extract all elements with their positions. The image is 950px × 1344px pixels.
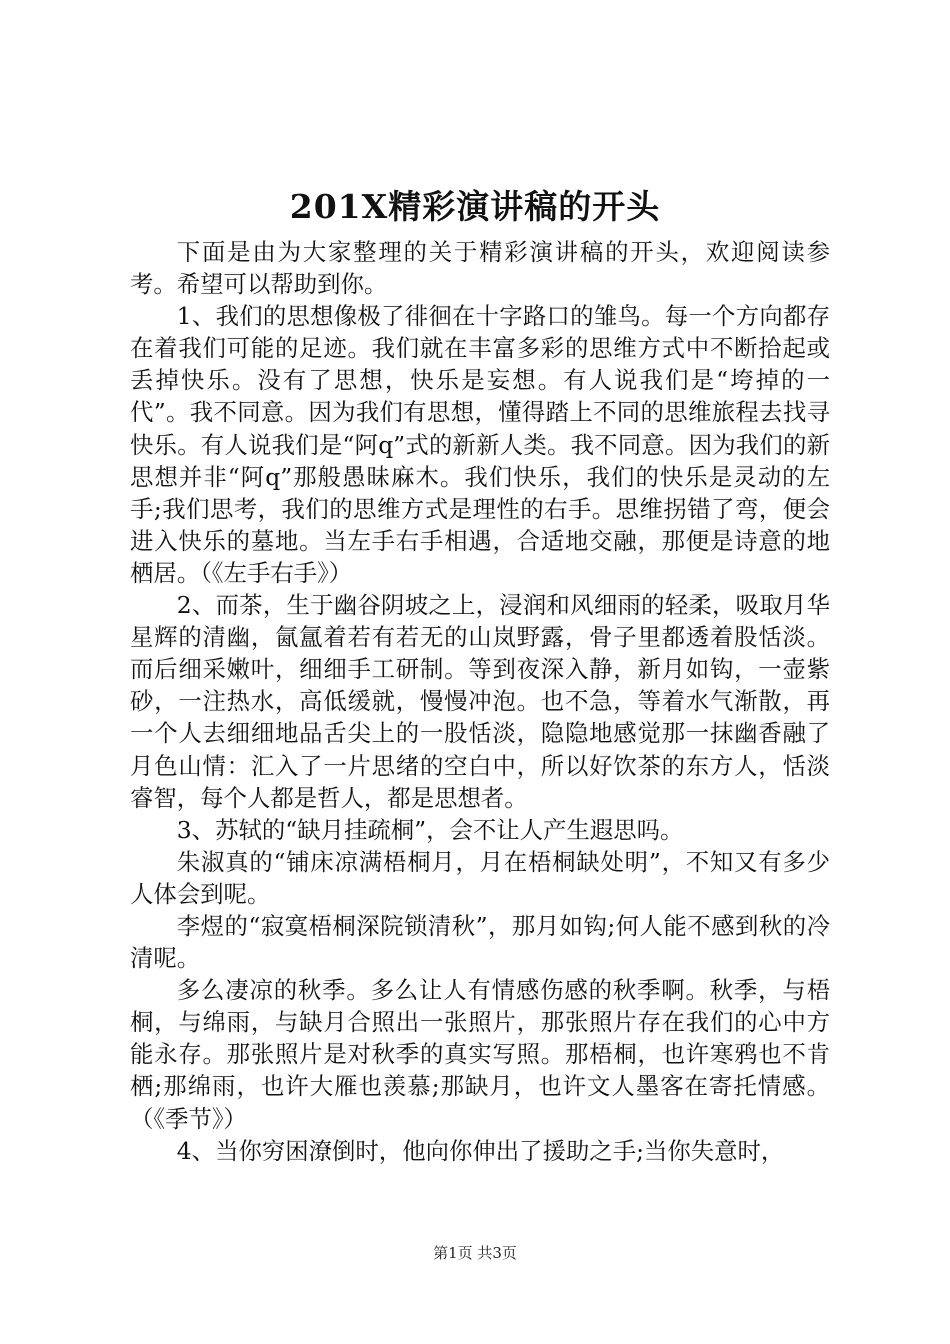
paragraph-intro: 下面是由为大家整理的关于精彩演讲稿的开头，欢迎阅读参考。希望可以帮助到你。 <box>130 238 830 299</box>
paragraph-3: 3、苏轼的“缺月挂疏桐”，会不让人产生遐思吗。 <box>176 815 684 844</box>
paragraph-4: 4、当你穷困潦倒时，他向你伸出了援助之手;当你失意时， <box>176 1136 785 1165</box>
paragraph-2: 2、而茶，生于幽谷阴坡之上，浸润和风细雨的轻柔，吸取月华星辉的清幽，氤氲着若有若无的山岚野露，骨子里都透着股恬淡。而后细采嫩叶，细细手工研制。等到夜深入静，新月如钩，一壶紫砂，一注热水，高低缓就，慢慢冲泡。也不急，等着水气渐散，再一个人去细细地品舌尖上的一股恬淡，隐隐地感觉那一抹幽香融了月色山情：汇入了一片思绪的空白中，所以好饮茶的东方人，恬淡睿智，每个人都是哲人，都是思想者。 <box>130 591 830 812</box>
paragraph-3-autumn: 多么凄凉的秋季。多么让人有情感伤感的秋季啊。秋季，与梧桐，与绵雨，与缺月合照出一张照片，那张照片存在我们的心中方能永存。那张照片是对秋季的真实写照。那梧桐，也许寒鸦也不肯栖;那绵雨，也许大雁也羡慕;那缺月，也许文人墨客在寄托情感。（《季节》） <box>130 976 830 1133</box>
document-body <box>130 236 830 1167</box>
paragraph-3-li-yu: 李煜的“寂寞梧桐深院锁清秋”，那月如钩;何人能不感到秋的冷清呢。 <box>130 911 830 973</box>
page-footer: 第1页 共3页 <box>433 1244 517 1262</box>
document-title: 201X精彩演讲稿的开头 <box>289 187 661 226</box>
paragraph-3-zhu-shuzhen: 朱淑真的“铺床凉满梧桐月，月在梧桐缺处明”，不知又有多少人体会到呢。 <box>130 847 830 908</box>
paragraph-1: 1、我们的思想像极了徘徊在十字路口的雏鸟。每一个方向都存在着我们可能的足迹。我们就在丰富多彩的思维方式中不断拾起或丢掉快乐。没有了思想，快乐是妄想。有人说我们是“垮掉的一代”。我不同意。因为我们有思想，懂得踏上不同的思维旅程去找寻快乐。有人说我们是“阿q”式的新新人类。我不同意。因为我们的新思想并非“阿q”那般愚昧麻木。我们快乐，我们的快乐是灵动的左手;我们思考，我们的思维方式是理性的右手。思维拐错了弯，便会进入快乐的墓地。当左手右手相遇，合适地交融，那便是诗意的地栖居。（《左手右手》） <box>130 302 830 587</box>
